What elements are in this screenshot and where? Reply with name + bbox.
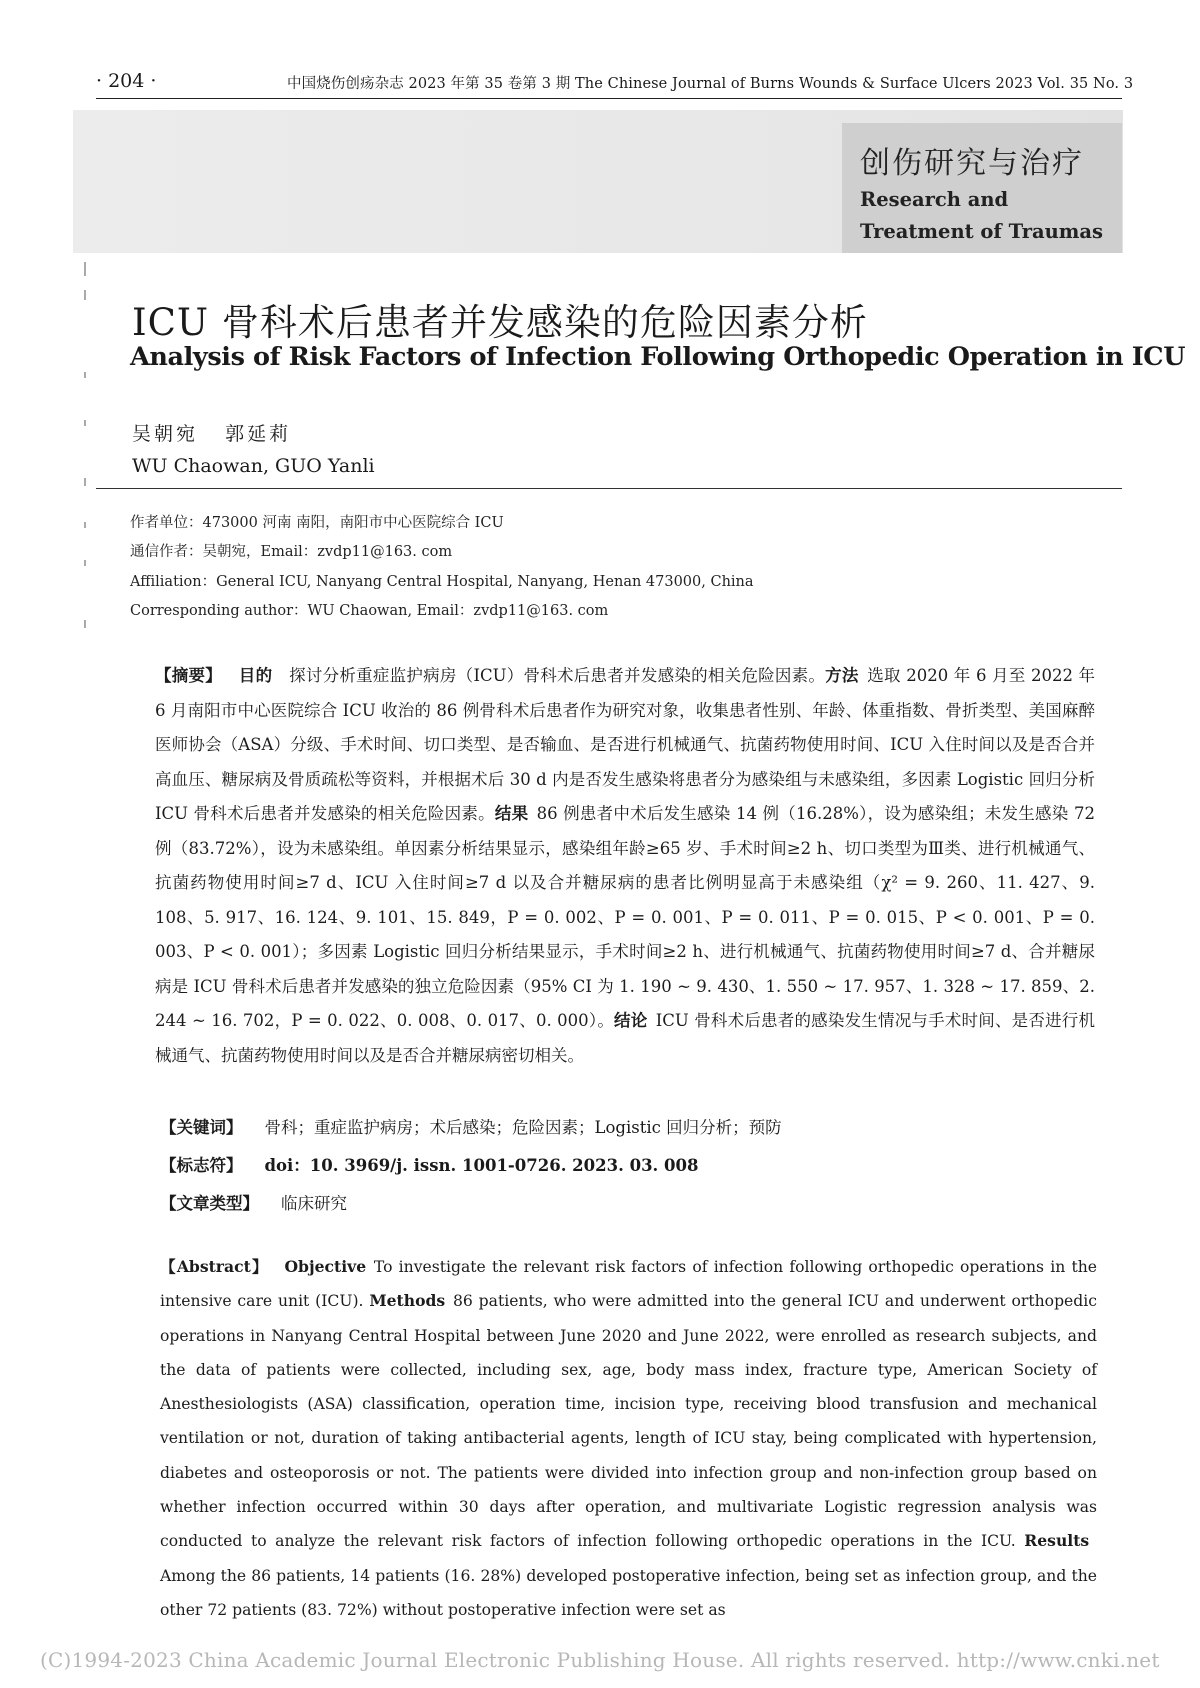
- doi-label: 【标志符】: [160, 1156, 243, 1175]
- objective-label-cn: 目的: [238, 666, 273, 685]
- binding-mark: [84, 522, 86, 528]
- corresponding-author-cn: 通信作者：吴朝宛，Email：zvdp11@163. com: [130, 544, 453, 560]
- article-title-en: Analysis of Risk Factors of Infection Following Orthopedic Operation in ICU: [130, 342, 1186, 372]
- abstract-en-label: 【Abstract】: [160, 1257, 269, 1276]
- keywords-label: 【关键词】: [160, 1118, 243, 1137]
- header-rule: [96, 98, 1122, 99]
- article-type-text: 临床研究: [281, 1194, 347, 1213]
- running-head: 中国烧伤创疡杂志 2023 年第 35 卷第 3 期 The Chinese Journal of Burns Wounds & Surface Ulcers 2023 Vol. 35 No. 3: [287, 76, 1134, 92]
- methods-label-en: Methods: [369, 1291, 446, 1311]
- binding-mark: [84, 372, 86, 378]
- column-title-en: Research and Treatment of Traumas: [860, 188, 1104, 243]
- page-number: · 204 ·: [96, 70, 157, 92]
- binding-mark: [84, 620, 86, 628]
- authors-en: WU Chaowan, GUO Yanli: [132, 455, 375, 477]
- methods-label-cn: 方法: [825, 666, 859, 685]
- results-text-cn: 86 例患者中术后发生感染 14 例（16.28%），设为感染组；未发生感染 72 例（83.72%），设为未感染组。单因素分析结果显示，感染组年龄≥65 岁、手术时间≥2 h、切口类型为Ⅲ类、进行机械通气、抗菌药物使用时间≥7 d、ICU 入住时间≥7 d 以及合并糖尿病的患者比例明显高于未感染组（χ² = 9. 260、11. 427、9. 108、5. 917、16. 124、9. 101、15. 849，P = 0. 002、P = 0. 001、P = 0. 011、P = 0. 015、P < 0. 001、P = 0. 003、P < 0. 001）；多因素 Logistic 回归分析结果显示，手术时间≥2 h、进行机械通气、抗菌药物使用时间≥7 d、合并糖尿病是 ICU 骨科术后患者并发感染的独立危险因素（95% CI 为 1. 190 ~ 9. 430、1. 550 ~ 17. 957、1. 328 ~ 17. 859、2. 244 ~ 16. 702，P = 0. 022、0. 008、0. 017、0. 000）。: [155, 804, 1095, 1030]
- binding-mark: [84, 560, 86, 566]
- article-title-cn: ICU 骨科术后患者并发感染的危险因素分析: [132, 301, 868, 344]
- results-label-en: Results: [1024, 1531, 1090, 1551]
- keywords-text: 骨科；重症监护病房；术后感染；危险因素；Logistic 回归分析；预防: [264, 1118, 782, 1137]
- binding-mark: [84, 420, 86, 426]
- authors-rule: [96, 488, 1122, 489]
- binding-mark: [84, 262, 86, 276]
- methods-text-en: 86 patients, who were admitted into the general ICU and underwent orthopedic operations in Nanyang Central Hospital between June 2020 and June 2022, were enrolled as research subjects, and the data of patients were collected, including sex, age, body mass index, fracture type, American Society of Anesthesiologists (ASA) classification, operation time, incision type, receiving blood transfusion and mechanical ventilation or not, duration of taking antibacterial agents, length of ICU stay, being complicated with hypertension, diabetes and osteoporosis or not. The patients were divided into infection group and non-infection group based on whether infection occurred within 30 days after operation, and multivariate Logistic regression analysis was conducted to analyze the relevant risk factors of infection following orthopedic operations in the ICU.: [160, 1292, 1097, 1551]
- corresponding-author-en: Corresponding author：WU Chaowan, Email：zvdp11@163. com: [130, 603, 609, 619]
- objective-label-en: Objective: [284, 1257, 367, 1276]
- authors-cn: 吴朝宛 郭延莉: [132, 423, 292, 445]
- affiliation-en: Affiliation：General ICU, Nanyang Central Hospital, Nanyang, Henan 473000, China: [130, 574, 754, 590]
- abstract-cn: [155, 659, 1095, 1073]
- article-type-row: [160, 1190, 347, 1214]
- abstract-cn-label: 【摘要】: [155, 666, 223, 685]
- affiliation-cn: 作者单位：473000 河南 南阳，南阳市中心医院综合 ICU: [130, 515, 504, 531]
- binding-mark: [84, 478, 86, 486]
- objective-text-en: To investigate the relevant risk factors of infection following orthopedic operations in the intensive care unit (ICU).: [160, 1258, 1097, 1311]
- objective-text-cn: 探讨分析重症监护病房（ICU）骨科术后患者并发感染的相关危险因素。: [288, 666, 826, 685]
- copyright-footer: (C)1994-2023 China Academic Journal Electronic Publishing House. All rights reserved. http://www.cnki.net: [40, 1648, 1160, 1672]
- conclusion-text-cn: ICU 骨科术后患者的感染发生情况与手术时间、是否进行机械通气、抗菌药物使用时间以及是否合并糖尿病密切相关。: [155, 1011, 1096, 1065]
- results-text-en: Among the 86 patients, 14 patients (16. 28%) developed postoperative infection, being set as infection group, and the other 72 patients (83. 72%) without postoperative infection were set as: [160, 1566, 1097, 1619]
- doi-row: [160, 1152, 699, 1176]
- binding-mark: [84, 290, 86, 300]
- conclusion-label-cn: 结论: [614, 1011, 648, 1030]
- article-type-label: 【文章类型】: [160, 1194, 259, 1213]
- keywords-row: [160, 1114, 782, 1138]
- abstract-en: [160, 1250, 1097, 1627]
- doi-text: doi：10. 3969/j. issn. 1001-0726. 2023. 03. 008: [264, 1156, 699, 1175]
- methods-text-cn: 选取 2020 年 6 月至 2022 年 6 月南阳市中心医院综合 ICU 收治的 86 例骨科术后患者作为研究对象，收集患者性别、年龄、体重指数、骨折类型、美国麻醉医师协会（ASA）分级、手术时间、切口类型、是否输血、是否进行机械通气、抗菌药物使用时间、ICU 入住时间以及是否合并高血压、糖尿病及骨质疏松等资料，并根据术后 30 d 内是否发生感染将患者分为感染组与未感染组，多因素 Logistic 回归分析 ICU 骨科术后患者并发感染的相关危险因素。: [155, 666, 1096, 823]
- column-title-cn: 创伤研究与治疗: [860, 146, 1084, 181]
- results-label-cn: 结果: [494, 804, 529, 823]
